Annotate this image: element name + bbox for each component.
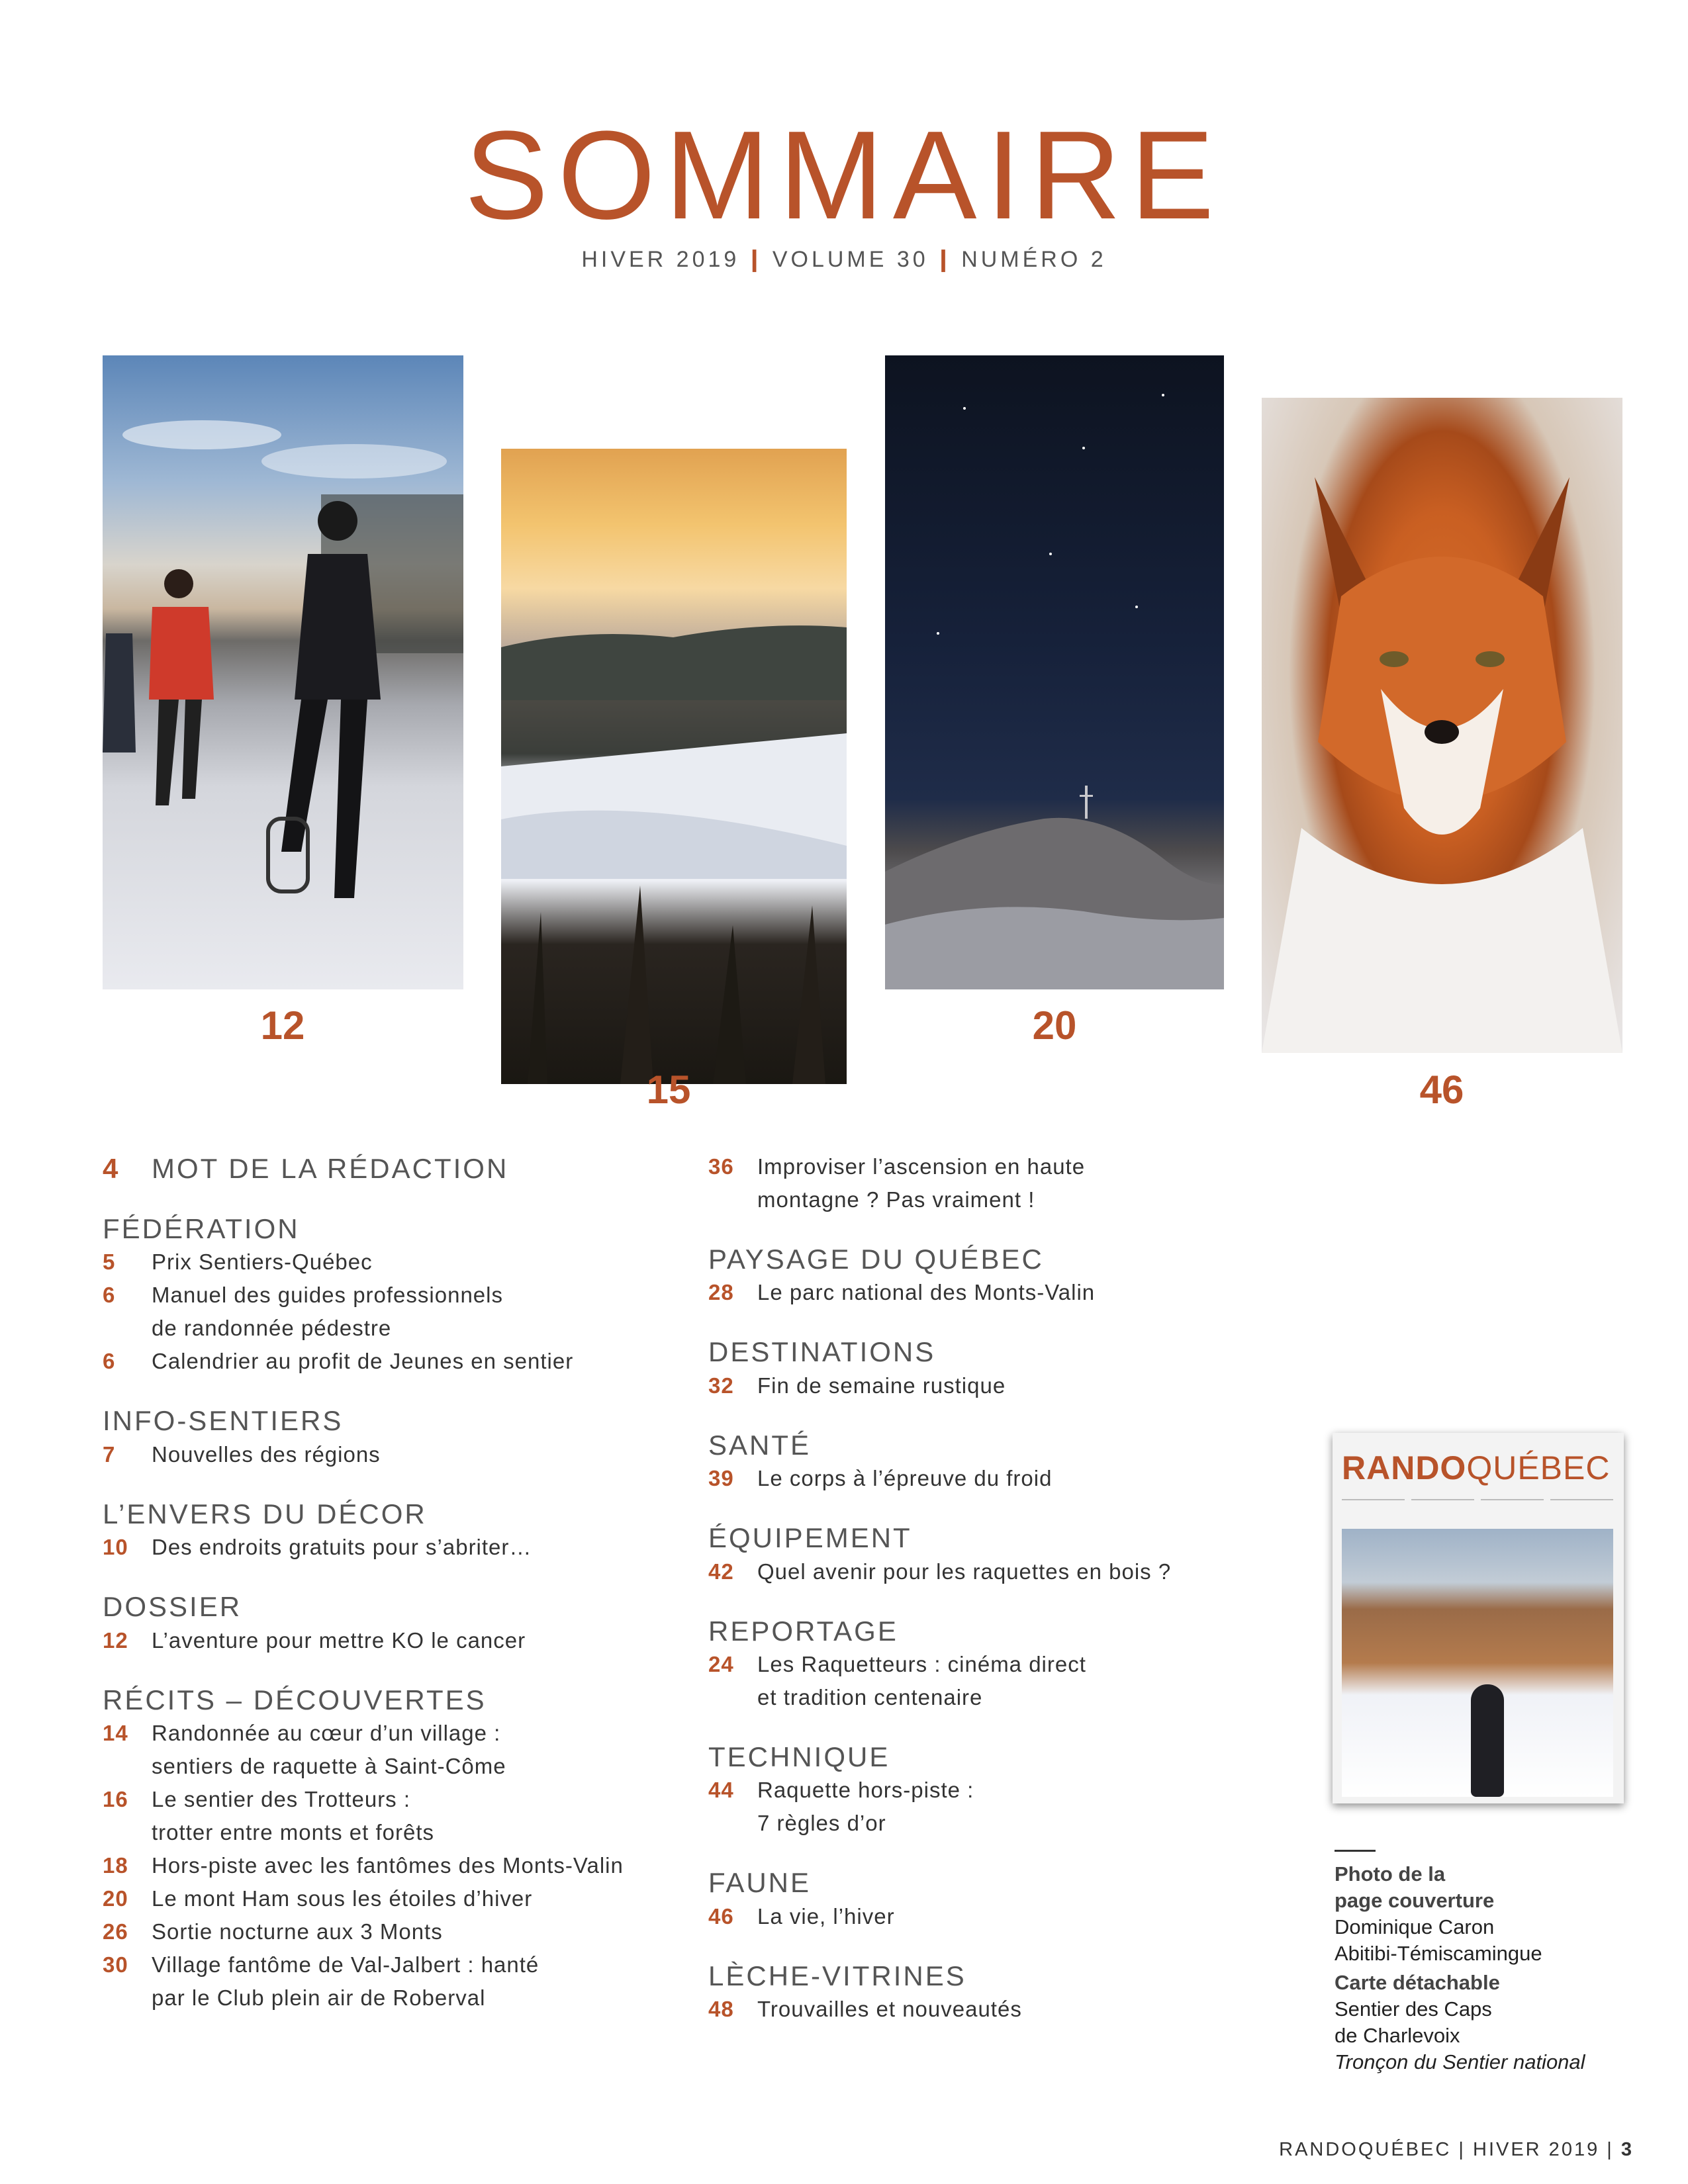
toc-section [708,1522,1264,1588]
toc-page: 39 [708,1466,734,1491]
toc-item-continued[interactable] [103,1750,698,1783]
toc-page [708,1807,757,1840]
toc-label: et tradition centenaire [757,1684,983,1709]
section-heading: LÈCHE-VITRINES [708,1960,966,1991]
toc-page [103,1750,152,1783]
toc-label: Nouvelles des régions [152,1441,381,1467]
section-heading: REPORTAGE [708,1615,898,1647]
night-summit-photo[interactable] [885,355,1224,989]
toc-label: Fin de semaine rustique [757,1373,1006,1398]
toc-page [708,1183,757,1216]
runners-photo[interactable] [103,355,463,989]
lake-photo[interactable] [501,449,847,1084]
toc-page: 26 [103,1919,128,1944]
toc-item-continued[interactable] [103,1312,698,1345]
photo-region: Abitibi-Témiscamingue [1335,1942,1542,1965]
toc-page: 6 [103,1349,116,1374]
cover-photo-label: Photo de la [1335,1862,1446,1886]
map-line: Tronçon du Sentier national [1335,2050,1585,2073]
issue-volume: VOLUME 30 [772,247,929,272]
toc-item[interactable] [708,1648,1264,1681]
toc-label: Raquette hors-piste : [757,1778,974,1803]
toc-label: Le corps à l’épreuve du froid [757,1466,1053,1491]
cover-strapline [1342,1499,1613,1519]
toc-item[interactable] [103,1783,698,1816]
toc-item-continued[interactable] [103,1816,698,1849]
toc-label: MOT DE LA RÉDACTION [152,1153,509,1184]
toc-item[interactable] [103,1246,698,1279]
toc-page: 6 [103,1283,116,1308]
cover-logo-bold: RANDO [1342,1449,1467,1486]
toc-page: 28 [708,1280,734,1305]
toc-item[interactable] [103,1849,698,1882]
cover-strap-rule [1481,1499,1544,1519]
toc-page [708,1681,757,1714]
cover-photo [1342,1529,1613,1797]
toc-item-continued[interactable] [103,1981,698,2015]
toc-item[interactable] [103,1915,698,1948]
toc-item[interactable] [103,1882,698,1915]
toc-page: 4 [103,1153,120,1184]
night-illustration [885,355,1224,989]
toc-item[interactable] [103,1717,698,1750]
toc-label: Le mont Ham sous les étoiles d’hiver [152,1886,533,1911]
photographer-name: Dominique Caron [1335,1915,1495,1938]
page-number: 20 [1032,1003,1077,1048]
magazine-cover-thumbnail[interactable] [1333,1433,1624,1803]
toc-page: 7 [103,1441,116,1467]
toc-label: de randonnée pédestre [152,1316,392,1341]
cover-strap-rule [1411,1499,1474,1519]
cover-logo [1342,1449,1611,1487]
toc-label: Quel avenir pour les raquettes en bois ? [757,1559,1172,1584]
section-heading: ÉQUIPEMENT [708,1522,912,1554]
toc-item-continued[interactable] [708,1807,1264,1840]
toc-label: trotter entre monts et forêts [152,1819,434,1844]
toc-label: Manuel des guides professionnels [152,1283,503,1308]
section-heading: FAUNE [708,1867,812,1899]
toc-label: 7 règles d’or [757,1811,886,1836]
toc-item[interactable] [103,1624,698,1657]
separator: ❙ [933,247,957,272]
section-heading: SANTÉ [708,1429,812,1461]
toc-page: 18 [103,1852,128,1878]
toc-page: 5 [103,1250,116,1275]
toc-section [708,1615,1264,1714]
toc-page: 12 [103,1627,128,1653]
toc-page: 32 [708,1373,734,1398]
toc-section [103,1590,698,1657]
toc-page: 42 [708,1559,734,1584]
toc-page: 20 [103,1886,128,1911]
toc-label: Le sentier des Trotteurs : [152,1786,411,1811]
toc-label: Hors-piste avec les fantômes des Monts-Valin [152,1852,624,1878]
cover-strap-rule [1550,1499,1613,1519]
toc-item[interactable] [103,1531,698,1564]
toc-label: Trouvailles et nouveautés [757,1997,1022,2022]
lake-illustration [501,449,847,1084]
footer-magazine: RANDOQUÉBEC [1279,2139,1452,2160]
toc-section [708,1960,1264,2026]
toc-label: Improviser l’ascension en haute [757,1154,1086,1179]
divider [1335,1850,1376,1852]
credits-block [1335,1850,1652,2075]
toc-page: 46 [708,1903,734,1929]
runners-illustration [103,355,463,989]
toc-page: 16 [103,1786,128,1811]
toc-item-continued[interactable] [708,1183,1264,1216]
page-number: 46 [1419,1068,1464,1112]
toc-page [103,1981,152,2015]
toc-item-continued[interactable] [708,1681,1264,1714]
toc-item[interactable] [708,1276,1264,1309]
toc-item[interactable] [708,1993,1264,2026]
section-heading: FÉDÉRATION [103,1213,300,1244]
footer-season: HIVER 2019 [1473,2139,1600,2160]
map-line: de Charlevoix [1335,2024,1460,2047]
toc-section [708,1741,1264,1840]
toc-label: L’aventure pour mettre KO le cancer [152,1627,526,1653]
toc-section [103,1404,698,1471]
toc-label: Des endroits gratuits pour s’abriter… [152,1535,532,1560]
toc-left-column [103,1150,698,2015]
toc-item[interactable] [708,1555,1264,1588]
toc-section [103,1498,698,1564]
toc-page: 30 [103,1952,128,1977]
toc-item[interactable] [103,1345,698,1378]
footer-page-number: 3 [1620,2139,1634,2160]
toc-item[interactable] [103,1279,698,1312]
section-heading: DOSSIER [103,1591,242,1623]
page-number: 12 [260,1003,305,1048]
toc-section [103,1684,698,2015]
cover-logo-light: QUÉBEC [1466,1449,1611,1486]
issue-line [0,246,1688,273]
section-heading: DESTINATIONS [708,1336,936,1368]
toc-item[interactable] [103,1948,698,1981]
toc-section [708,1336,1264,1402]
toc-label: Prix Sentiers-Québec [152,1250,373,1275]
cover-strap-rule [1342,1499,1405,1519]
toc-section [708,1243,1264,1309]
toc-section [708,1429,1264,1495]
toc-page [103,1816,152,1849]
toc-page: 48 [708,1997,734,2022]
toc-page [103,1312,152,1345]
toc-label: montagne ? Pas vraiment ! [757,1187,1035,1212]
toc-label: par le Club plein air de Roberval [152,1985,486,2010]
section-heading: PAYSAGE DU QUÉBEC [708,1244,1044,1275]
toc-label: Randonnée au cœur d’un village : [152,1720,501,1745]
hiker-figure [1471,1684,1504,1797]
toc-label: Le parc national des Monts-Valin [757,1280,1096,1305]
toc-item[interactable] [708,1462,1264,1495]
toc-page: 14 [103,1720,128,1745]
issue-season: HIVER 2019 [581,247,740,272]
section-heading: INFO-SENTIERS [103,1405,344,1437]
page-title: SOMMAIRE [464,105,1224,246]
toc-page: 44 [708,1778,734,1803]
toc-label: Village fantôme de Val-Jalbert : hanté [152,1952,539,1977]
map-line: Sentier des Caps [1335,1997,1492,2021]
toc-item[interactable] [708,1150,1264,1183]
toc-page: 24 [708,1651,734,1676]
map-label: Carte détachable [1335,1971,1500,1994]
toc-right-column [708,1150,1264,2026]
fox-illustration [1262,398,1622,1053]
toc-label: Sortie nocturne aux 3 Monts [152,1919,443,1944]
toc-page: 36 [708,1154,734,1179]
page-number: 15 [646,1068,691,1112]
toc-label: Calendrier au profit de Jeunes en sentier [152,1349,574,1374]
issue-number: NUMÉRO 2 [961,247,1107,272]
fox-photo[interactable] [1262,398,1622,1053]
page-footer: RANDOQUÉBEC | HIVER 2019 | 3 [1279,2139,1634,2160]
cover-photo-label: page couverture [1335,1889,1495,1912]
toc-item[interactable] [103,1438,698,1471]
toc-item[interactable] [708,1774,1264,1807]
section-heading: RÉCITS – DÉCOUVERTES [103,1684,487,1715]
toc-section [103,1212,698,1378]
toc-page: 10 [103,1535,128,1560]
separator: ❙ [745,247,767,272]
toc-item[interactable] [103,1150,698,1187]
toc-label: sentiers de raquette à Saint-Côme [152,1753,506,1778]
toc-item[interactable] [708,1369,1264,1402]
toc-label: La vie, l’hiver [757,1903,895,1929]
section-heading: L’ENVERS DU DÉCOR [103,1498,427,1529]
toc-label: Les Raquetteurs : cinéma direct [757,1651,1086,1676]
section-heading: TECHNIQUE [708,1741,890,1772]
toc-item[interactable] [708,1900,1264,1933]
toc-section [708,1866,1264,1933]
